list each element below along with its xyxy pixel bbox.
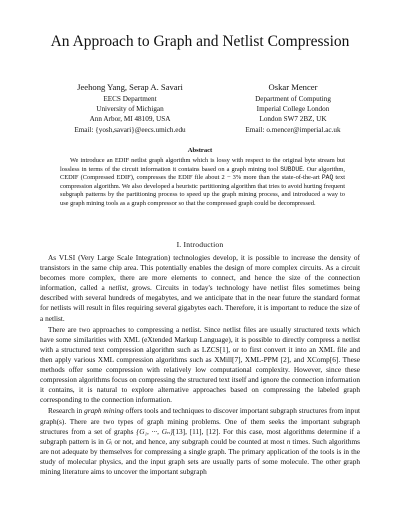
author-block-1: [50, 82, 210, 135]
paragraph-segment: Research in: [48, 406, 85, 416]
author-department: EECS Department: [103, 95, 157, 103]
abstract-segment: text compression algorithm. We also developed a heuristic partitioning algorithm that tries to avoid hurting frequent subgraph patterns by the partitioning process to speed up the graph mining process, and introduced a way to use graph mining tools as a graph compressor so that the compressed graph could be decompressed.: [60, 174, 345, 207]
paragraph-segment: , grows. Circuits in today's technology have netlist files sometimes being described with several hundreds of megabytes, and we anticipate that in the near future the standard format for netlists will result in files requiring several gigabytes each. Therefore, it is important to reduce the size of a netlist.: [40, 283, 360, 323]
abstract-text: [60, 157, 345, 209]
author-address: London SW7 2BZ, UK: [259, 115, 327, 124]
paragraph-segment: times. Such algorithms are not adequate by themselves for compressing a single graph. The primary application of the tools is in the study of molecular physics, and the input graph sets are usually parts of some molecule. The other graph mining literature aims to uncover the important subgraph: [40, 436, 360, 476]
introduction-body: [40, 253, 360, 478]
paragraph-segment: offers tools and techniques to discover important subgraph structures from input graph(s). There are two types of graph mining problems. One of them seeks the important subgraph structures from a set of graphs: [40, 406, 360, 436]
abstract-heading: Abstract: [187, 147, 213, 154]
abstract-segment: We introduce an EDIF netlist graph algorithm which is lossy with respect to the original byte stream but lossless in terms of the circuit information it contains based on a graph mining tool: [60, 157, 345, 173]
math-graph-set: {G₁, ···, Gₙ}: [136, 426, 173, 436]
author-institution: Imperial College London: [256, 105, 330, 114]
math-gi: Gᵢ: [105, 436, 113, 446]
emphasis-graph-mining: graph mining: [84, 406, 124, 416]
section-heading-introduction: I. Introduction: [176, 240, 224, 249]
emphasis-netlist: netlist: [108, 283, 127, 293]
abstract-segment: . Our algorithm, CEDIF (Compressed EDIF), compresses the EDIF file about 2 − 3% more than the state-of-the-art: [60, 165, 345, 182]
paragraph: [40, 406, 360, 477]
author-names: Oskar Mencer: [268, 82, 318, 92]
author-address: Ann Arbor, MI 48109, USA: [89, 115, 171, 124]
paragraph-segment: [13], [11], [12]. For this case, most algorithms determine if a subgraph pattern is in: [40, 426, 361, 446]
paragraph-segment: As VLSI (Very Large Scale Integration) technologies develop, it is possible to increase the density of transistors in the same chip area. This potentially enables the design of more complex circuits. As a circuit becomes more complex, there are more elements to connect, and hence the size of the connection information, called a: [40, 253, 360, 293]
author-email: Email: {yosh,savari}@eecs.umich.edu: [74, 125, 186, 134]
paper-title: An Approach to Graph and Netlist Compression: [50, 33, 350, 50]
author-institution: University of Michigan: [96, 105, 164, 114]
author-names: Jeehong Yang, Serap A. Savari: [77, 82, 183, 92]
math-n: n: [286, 436, 291, 446]
paragraph: [40, 253, 360, 324]
author-department: Department of Computing: [255, 95, 331, 103]
abstract-code-paq: PAQ: [321, 174, 334, 182]
author-block-2: [218, 82, 368, 135]
paragraph-segment: or not, and hence, any subgraph could be counted at most: [112, 436, 287, 446]
abstract-code-subdue: SUBDUE: [280, 165, 303, 173]
author-email: Email: o.mencer@imperial.ac.uk: [245, 125, 341, 134]
paragraph: There are two approaches to compressing a netlist. Since netlist files are usually structured texts which have some similarities with XML (eXtended Markup Language), it is possible to directly compress a netlist with a structured text compression algorithm such as LZCS[1], or to first convert it into an XML file and then apply various XML compression algorithms such as XMill[7], XML-PPM [2], and XComp[6]. These methods offer some compression with relatively low computational complexity. However, since these compression algorithms focus on compressing the structured text itself and ignore the connection information it contains, it is natural to explore alternative approaches based on compressing the labeled graph corresponding to the connection information.: [40, 324, 360, 405]
